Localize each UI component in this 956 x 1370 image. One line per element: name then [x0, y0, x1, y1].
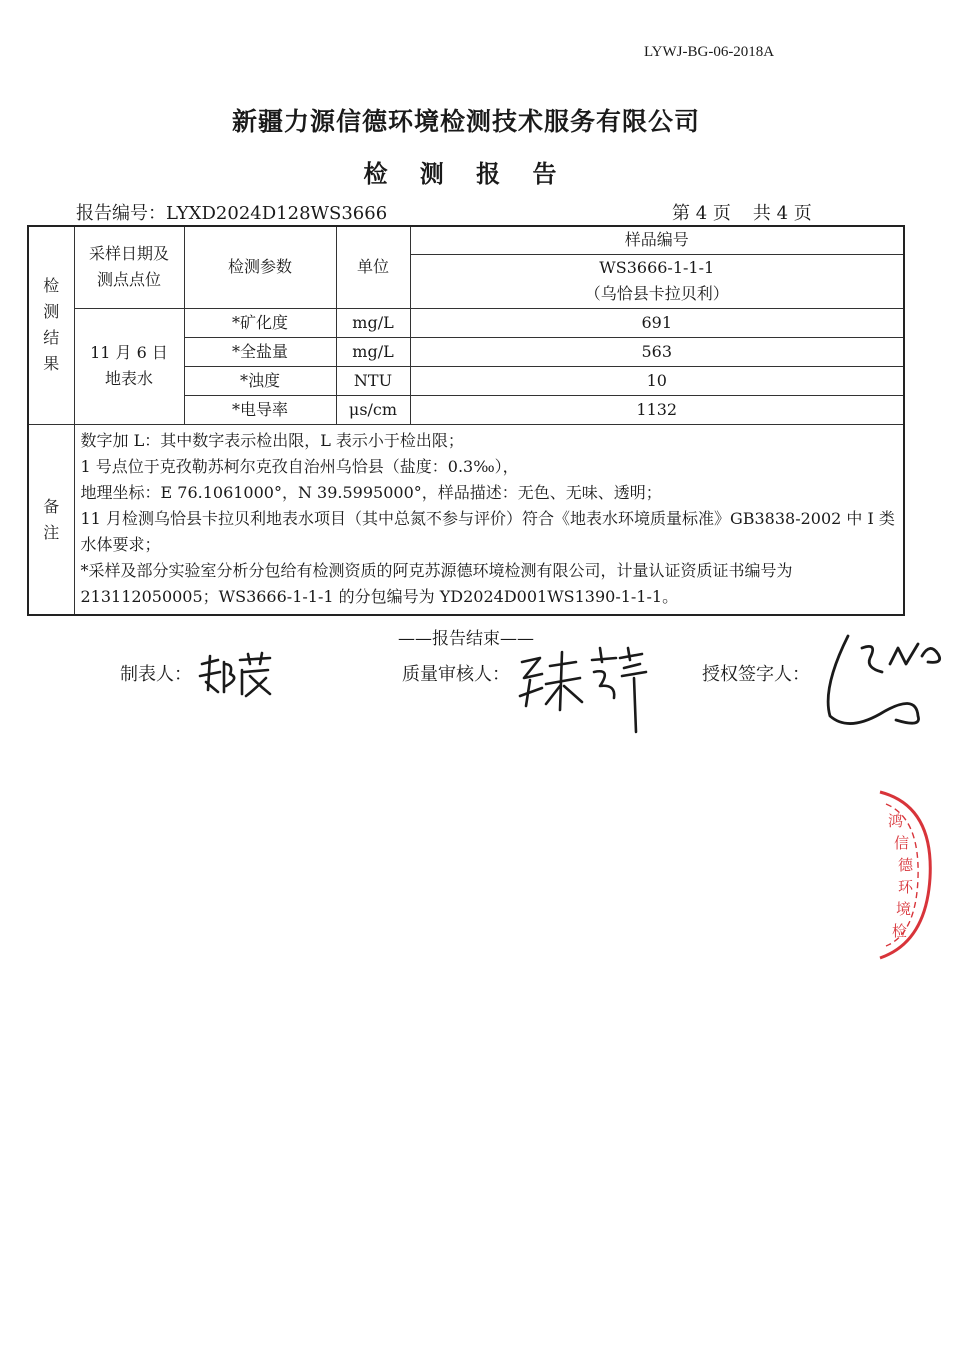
param-unit: NTU	[336, 366, 410, 395]
notes-label	[28, 425, 74, 616]
section-char: 测	[43, 302, 60, 322]
results-table	[27, 225, 905, 425]
section-char: 检	[43, 276, 60, 296]
param-name: *全盐量	[184, 337, 336, 366]
note-line: 1 号点位于克孜勒苏柯尔克孜自治州乌恰县（盐度：0.3‰），	[80, 457, 519, 476]
sample-location: （乌恰县卡拉贝利）	[584, 284, 729, 303]
header-param: 检测参数	[184, 226, 336, 308]
note-line: *采样及部分实验室分析分包给有检测资质的阿克苏源德环境检测有限公司，计量认证资质证书编号为 213112050005；WS3666-1-1-1 的分包编号为 YD2024D001WS1390-1-1-1。	[80, 561, 793, 606]
report-number: 报告编号：LYXD2024D128WS3666	[76, 203, 388, 224]
page-total: 共 4 页	[752, 203, 812, 224]
svg-text:信: 信	[894, 834, 910, 852]
param-name: *浊度	[184, 366, 336, 395]
sample-site: 地表水	[104, 369, 153, 388]
notes-body	[74, 425, 904, 616]
report-end: ——报告结束——	[398, 629, 534, 649]
note-line: 11 月检测乌恰县卡拉贝利地表水项目（其中总氮不参与评价）符合《地表水环境质量标准》GB3838-2002 中 I 类水体要求；	[80, 509, 895, 554]
qc-label: 质量审核人：	[402, 664, 510, 685]
param-name: *电导率	[184, 395, 336, 424]
sample-id: WS3666-1-1-1	[599, 258, 715, 277]
svg-text:检: 检	[892, 922, 908, 940]
company-name: 新疆力源信德环境检测技术服务有限公司	[231, 107, 700, 136]
date-site-cell	[74, 308, 184, 424]
official-seal	[846, 786, 956, 966]
header-date-site: 采样日期及测点点位	[74, 226, 184, 308]
sample-date: 11 月 6 日	[90, 343, 168, 362]
svg-text:鸿: 鸿	[888, 812, 904, 830]
maker-signature	[196, 650, 276, 700]
section-char: 结	[43, 328, 60, 348]
svg-text:德: 德	[898, 856, 914, 874]
param-value: 10	[410, 366, 904, 395]
notes-char: 备	[43, 496, 60, 516]
param-name: *矿化度	[184, 308, 336, 337]
note-line: 数字加 L：其中数字表示检出限，L 表示小于检出限；	[80, 431, 464, 450]
qc-signature	[516, 640, 650, 735]
header-unit: 单位	[336, 226, 410, 308]
table-row	[28, 308, 904, 337]
svg-text:环: 环	[898, 878, 914, 896]
header-sample-no: 样品编号	[410, 226, 904, 254]
auth-label: 授权签字人：	[702, 664, 810, 685]
param-unit: mg/L	[336, 337, 410, 366]
notes-char: 注	[43, 522, 60, 542]
page-info	[672, 199, 834, 225]
document-title: 检 测 报 告	[363, 160, 569, 188]
authorized-signature	[818, 628, 954, 734]
param-value: 563	[410, 337, 904, 366]
param-value: 691	[410, 308, 904, 337]
section-char: 果	[43, 354, 60, 374]
sample-id-cell	[410, 254, 904, 308]
page-current: 第 4 页	[672, 203, 731, 224]
notes-table	[27, 424, 905, 616]
results-section-label	[28, 226, 74, 424]
param-unit: μs/cm	[336, 395, 410, 424]
param-unit: mg/L	[336, 308, 410, 337]
maker-label: 制表人：	[120, 664, 192, 685]
note-line: 地理坐标：E 76.1061000°，N 39.5995000°，样品描述：无色、无味、透明；	[80, 483, 662, 502]
document-code: LYWJ-BG-06-2018A	[644, 44, 775, 60]
svg-text:境: 境	[896, 900, 912, 918]
param-value: 1132	[410, 395, 904, 424]
